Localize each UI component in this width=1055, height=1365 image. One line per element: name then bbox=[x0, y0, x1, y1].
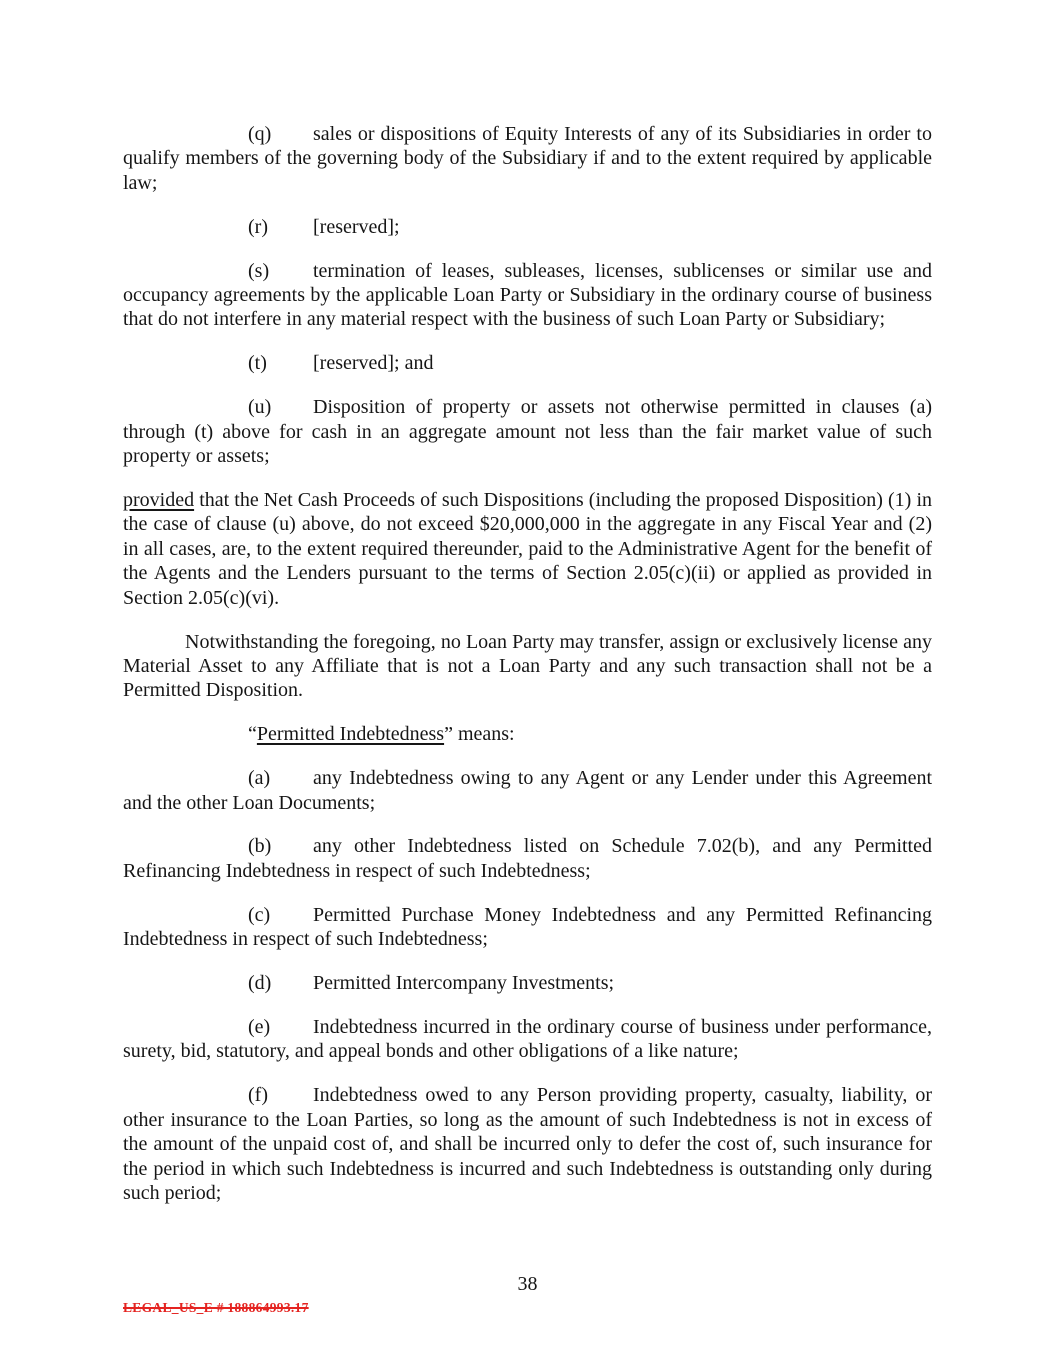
clause-s bbox=[123, 259, 932, 332]
text-run: Notwithstanding the foregoing, no Loan Party may transfer, assign or exclusively license any Material Asset to any Affiliate that is not a Loan Party and any such transaction shall not be a Permitted Disposition. bbox=[123, 630, 932, 702]
text-run: ” means: bbox=[444, 723, 515, 746]
clause-u bbox=[123, 395, 932, 468]
clause-f bbox=[123, 1083, 932, 1205]
text-run: that the Net Cash Proceeds of such Dispositions (including the proposed Disposition) (1) in the case of clause (u) above, do not exceed $20,000,000 in the aggregate in any Fiscal Year and (2) in all cases, are, to the extent required thereunder, paid to the Administrative Agent for the benefit of the Agents and the Lenders pursuant to the terms of Section 2.05(c)(ii) or applied as provided in Section 2.05(c)(vi). bbox=[123, 488, 932, 609]
text-run: Permitted Intercompany Investments; bbox=[313, 972, 615, 995]
document-body bbox=[123, 122, 932, 1225]
underlined-text-run: provided bbox=[123, 488, 195, 511]
clause-e bbox=[123, 1015, 932, 1064]
tab-spacer bbox=[123, 276, 248, 277]
clause-b bbox=[123, 834, 932, 883]
clause-label: (e) bbox=[248, 1015, 271, 1038]
text-run: any Indebtedness owing to any Agent or any Lender under this Agreement and the other Loan Documents; bbox=[123, 767, 932, 814]
clause-label: (a) bbox=[248, 767, 271, 790]
text-run: Disposition of property or assets not otherwise permitted in clauses (a) through (t) above for cash in an aggregate amount not less than the fair market value of such property or assets; bbox=[123, 396, 932, 468]
clause-label: (d) bbox=[248, 972, 272, 995]
clause-label: (q) bbox=[248, 123, 272, 145]
text-run: “ bbox=[248, 723, 257, 746]
tab-spacer bbox=[123, 139, 248, 140]
tab-spacer bbox=[123, 783, 248, 784]
tab-spacer bbox=[123, 920, 248, 921]
paragraph-definition-7 bbox=[123, 722, 932, 746]
tab-spacer bbox=[123, 412, 248, 413]
tab-spacer bbox=[123, 368, 248, 369]
clause-t bbox=[123, 351, 932, 375]
text-run: any other Indebtedness listed on Schedule 7.02(b), and any Permitted Refinancing Indebtedness in respect of such Indebtedness; bbox=[123, 835, 932, 882]
clause-r bbox=[123, 215, 932, 239]
text-run: [reserved]; bbox=[313, 215, 400, 238]
clause-q bbox=[123, 122, 932, 195]
text-run: Permitted Purchase Money Indebtedness and any Permitted Refinancing Indebtedness in respect of such Indebtedness; bbox=[123, 903, 932, 951]
legal-footer-id: LEGAL_US_E # 188864993.17 bbox=[123, 1300, 309, 1315]
clause-label: (s) bbox=[248, 259, 270, 282]
text-run: [reserved]; and bbox=[313, 352, 434, 375]
clause-a bbox=[123, 766, 932, 815]
clause-label: (f) bbox=[248, 1084, 268, 1107]
clause-label: (u) bbox=[248, 396, 272, 419]
paragraph-flush-5 bbox=[123, 488, 932, 610]
text-run: termination of leases, subleases, licenses, sublicenses or similar use and occupancy agreements by the applicable Loan Party or Subsidiary in the ordinary course of business that do not interfere in any material respect with the business of such Loan Party or Subsidiary; bbox=[123, 259, 932, 331]
tab-spacer bbox=[123, 1100, 248, 1101]
clause-label: (t) bbox=[248, 352, 267, 375]
clause-label: (c) bbox=[248, 903, 271, 926]
tab-spacer bbox=[123, 988, 248, 989]
tab-spacer bbox=[123, 851, 248, 852]
underlined-text-run: Permitted Indebtedness bbox=[256, 723, 445, 746]
clause-label: (r) bbox=[248, 215, 268, 238]
page-number: 38 bbox=[517, 1273, 538, 1295]
text-run: Indebtedness incurred in the ordinary course of business under performance, surety, bid, statutory, and appeal bonds and other obligations of a like nature; bbox=[123, 1015, 932, 1063]
clause-label: (b) bbox=[248, 835, 272, 858]
clause-d bbox=[123, 971, 932, 995]
clause-c bbox=[123, 903, 932, 952]
tab-spacer bbox=[123, 1032, 248, 1033]
text-run: sales or dispositions of Equity Interests of any of its Subsidiaries in order to qualify members of the governing body of the Subsidiary if and to the extent required by applicable law; bbox=[123, 123, 932, 194]
paragraph-indented-6 bbox=[123, 630, 932, 703]
text-run: Indebtedness owed to any Person providing property, casualty, liability, or other insurance to the Loan Parties, so long as the amount of such Indebtedness is not in excess of the amount of the unpaid cost of, and shall be incurred only to defer the cost of, such insurance for the period in which such Indebtedness is incurred and such Indebtedness is outstanding only during such period; bbox=[123, 1084, 932, 1204]
tab-spacer bbox=[123, 232, 248, 233]
